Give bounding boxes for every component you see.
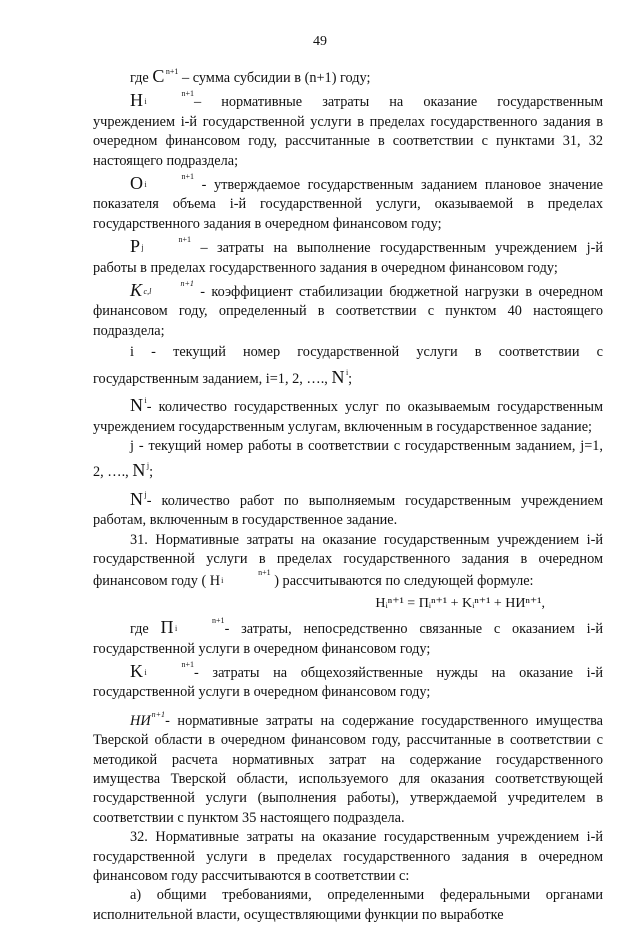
page-number: 49 — [313, 34, 327, 49]
definition-k: K n+1 i - затраты на общехозяйственные нужды на оказание i-й государственной услуги в очередном финансовом году; — [93, 659, 603, 701]
document-body — [93, 62, 603, 925]
symbol-n-j: N — [132, 460, 146, 481]
definition-n-i: $N^i-$ количество государственных услуг по оказываемым государственным учреждением государственным услугам, включенным в государственное задание; — [93, 395, 603, 435]
symbol-h: H — [130, 90, 144, 111]
symbol-h-31: H — [209, 573, 221, 590]
symbol-o: O — [130, 173, 144, 194]
definition-p: P n+1 j – затраты на выполнение государственным учреждением j-й работы в пределах государственного задания в очередном финансовом году; — [93, 235, 603, 276]
definition-o: O n+1 i - утверждаемое государственным заданием плановое значение показателя объема i-й государственной услуги, оказываемой в пределах государственного задания в очередном финансовом году; — [93, 172, 603, 232]
symbol-c-sup: n+1 — [165, 67, 179, 76]
definition-i: i - текущий номер государственной услуги в соответствии с государственным заданием, i=1, 2, …., $N^i$; — [93, 344, 603, 387]
definition-h: H n+1 i – нормативные затраты на оказание государственным учреждением i-й государственной услуги в пределах государственного задания в очередном финансовом году, рассчитанные в соответствии с пунктами 31, 32 настоящего подраздела; — [93, 89, 603, 169]
definition-pi: где П n+1 i - затраты, непосредственно связанные с оказанием i-й государственной услуги в очередном финансовом году; — [93, 616, 603, 657]
symbol-pi: П — [160, 617, 175, 638]
definition-k-stab: K n+1 c,l - коэффициент стабилизации бюджетной нагрузки в очередном финансовом году, определенный в соответствии с пунктом 40 настоящего подраздела; — [93, 279, 603, 339]
symbol-n-j-2: N — [130, 488, 144, 509]
symbol-n-i-2: N — [130, 395, 144, 416]
definition-n-j: $N^j-$ количество работ по выполняемым государственным учреждением работам, включенным в государственное задание. — [93, 488, 603, 529]
formula: Hᵢⁿ⁺¹ = Пᵢⁿ⁺¹ + Kᵢⁿ⁺¹ + НИⁿ⁺¹, — [375, 595, 545, 611]
symbol-n-i: N — [331, 366, 345, 387]
paragraph-32-a: а) общими требованиями, определенными федеральными органами исполнительной власти, осуществляющими функции по выработке — [93, 887, 603, 923]
definition-ni: $НИ^{n+1}-$ нормативные затраты на содержание государственного имущества Тверской области в очередном финансовом году, рассчитанные в соответствии с методикой расчета нормативных затрат на содержание государственного имущества Тверской области, используемого для оказания соответствующей государственной услуги (выполнения работы), утверждаемой учредителем в соответствии с пунктом 35 настоящего подраздела. — [93, 709, 603, 826]
symbol-k-stab: K — [130, 280, 143, 301]
symbol-ni: НИ — [130, 712, 151, 729]
paragraph-31: 31. Нормативные затраты на оказание государственным учреждением i-й государственной услуги в пределах государственного задания в очередном финансовом году ( Hn+1 i ) рассчитываются по следующей формуле: — [93, 531, 603, 590]
symbol-p: P — [130, 236, 141, 257]
definition-j: j - текущий номер работы в соответствии с государственным заданием, j=1, 2, …., $N^j$; — [93, 437, 603, 481]
symbol-c: C — [152, 66, 165, 86]
definition-c: где $C^{n+1}$ – сумма субсидии в (n+1) году; — [130, 66, 371, 86]
symbol-k: K — [130, 660, 144, 681]
paragraph-32: 32. Нормативные затраты на оказание государственным учреждением i-й государственной услуги в пределах государственного задания в очередном финансовом году рассчитываются в соответствии с: — [93, 829, 603, 885]
